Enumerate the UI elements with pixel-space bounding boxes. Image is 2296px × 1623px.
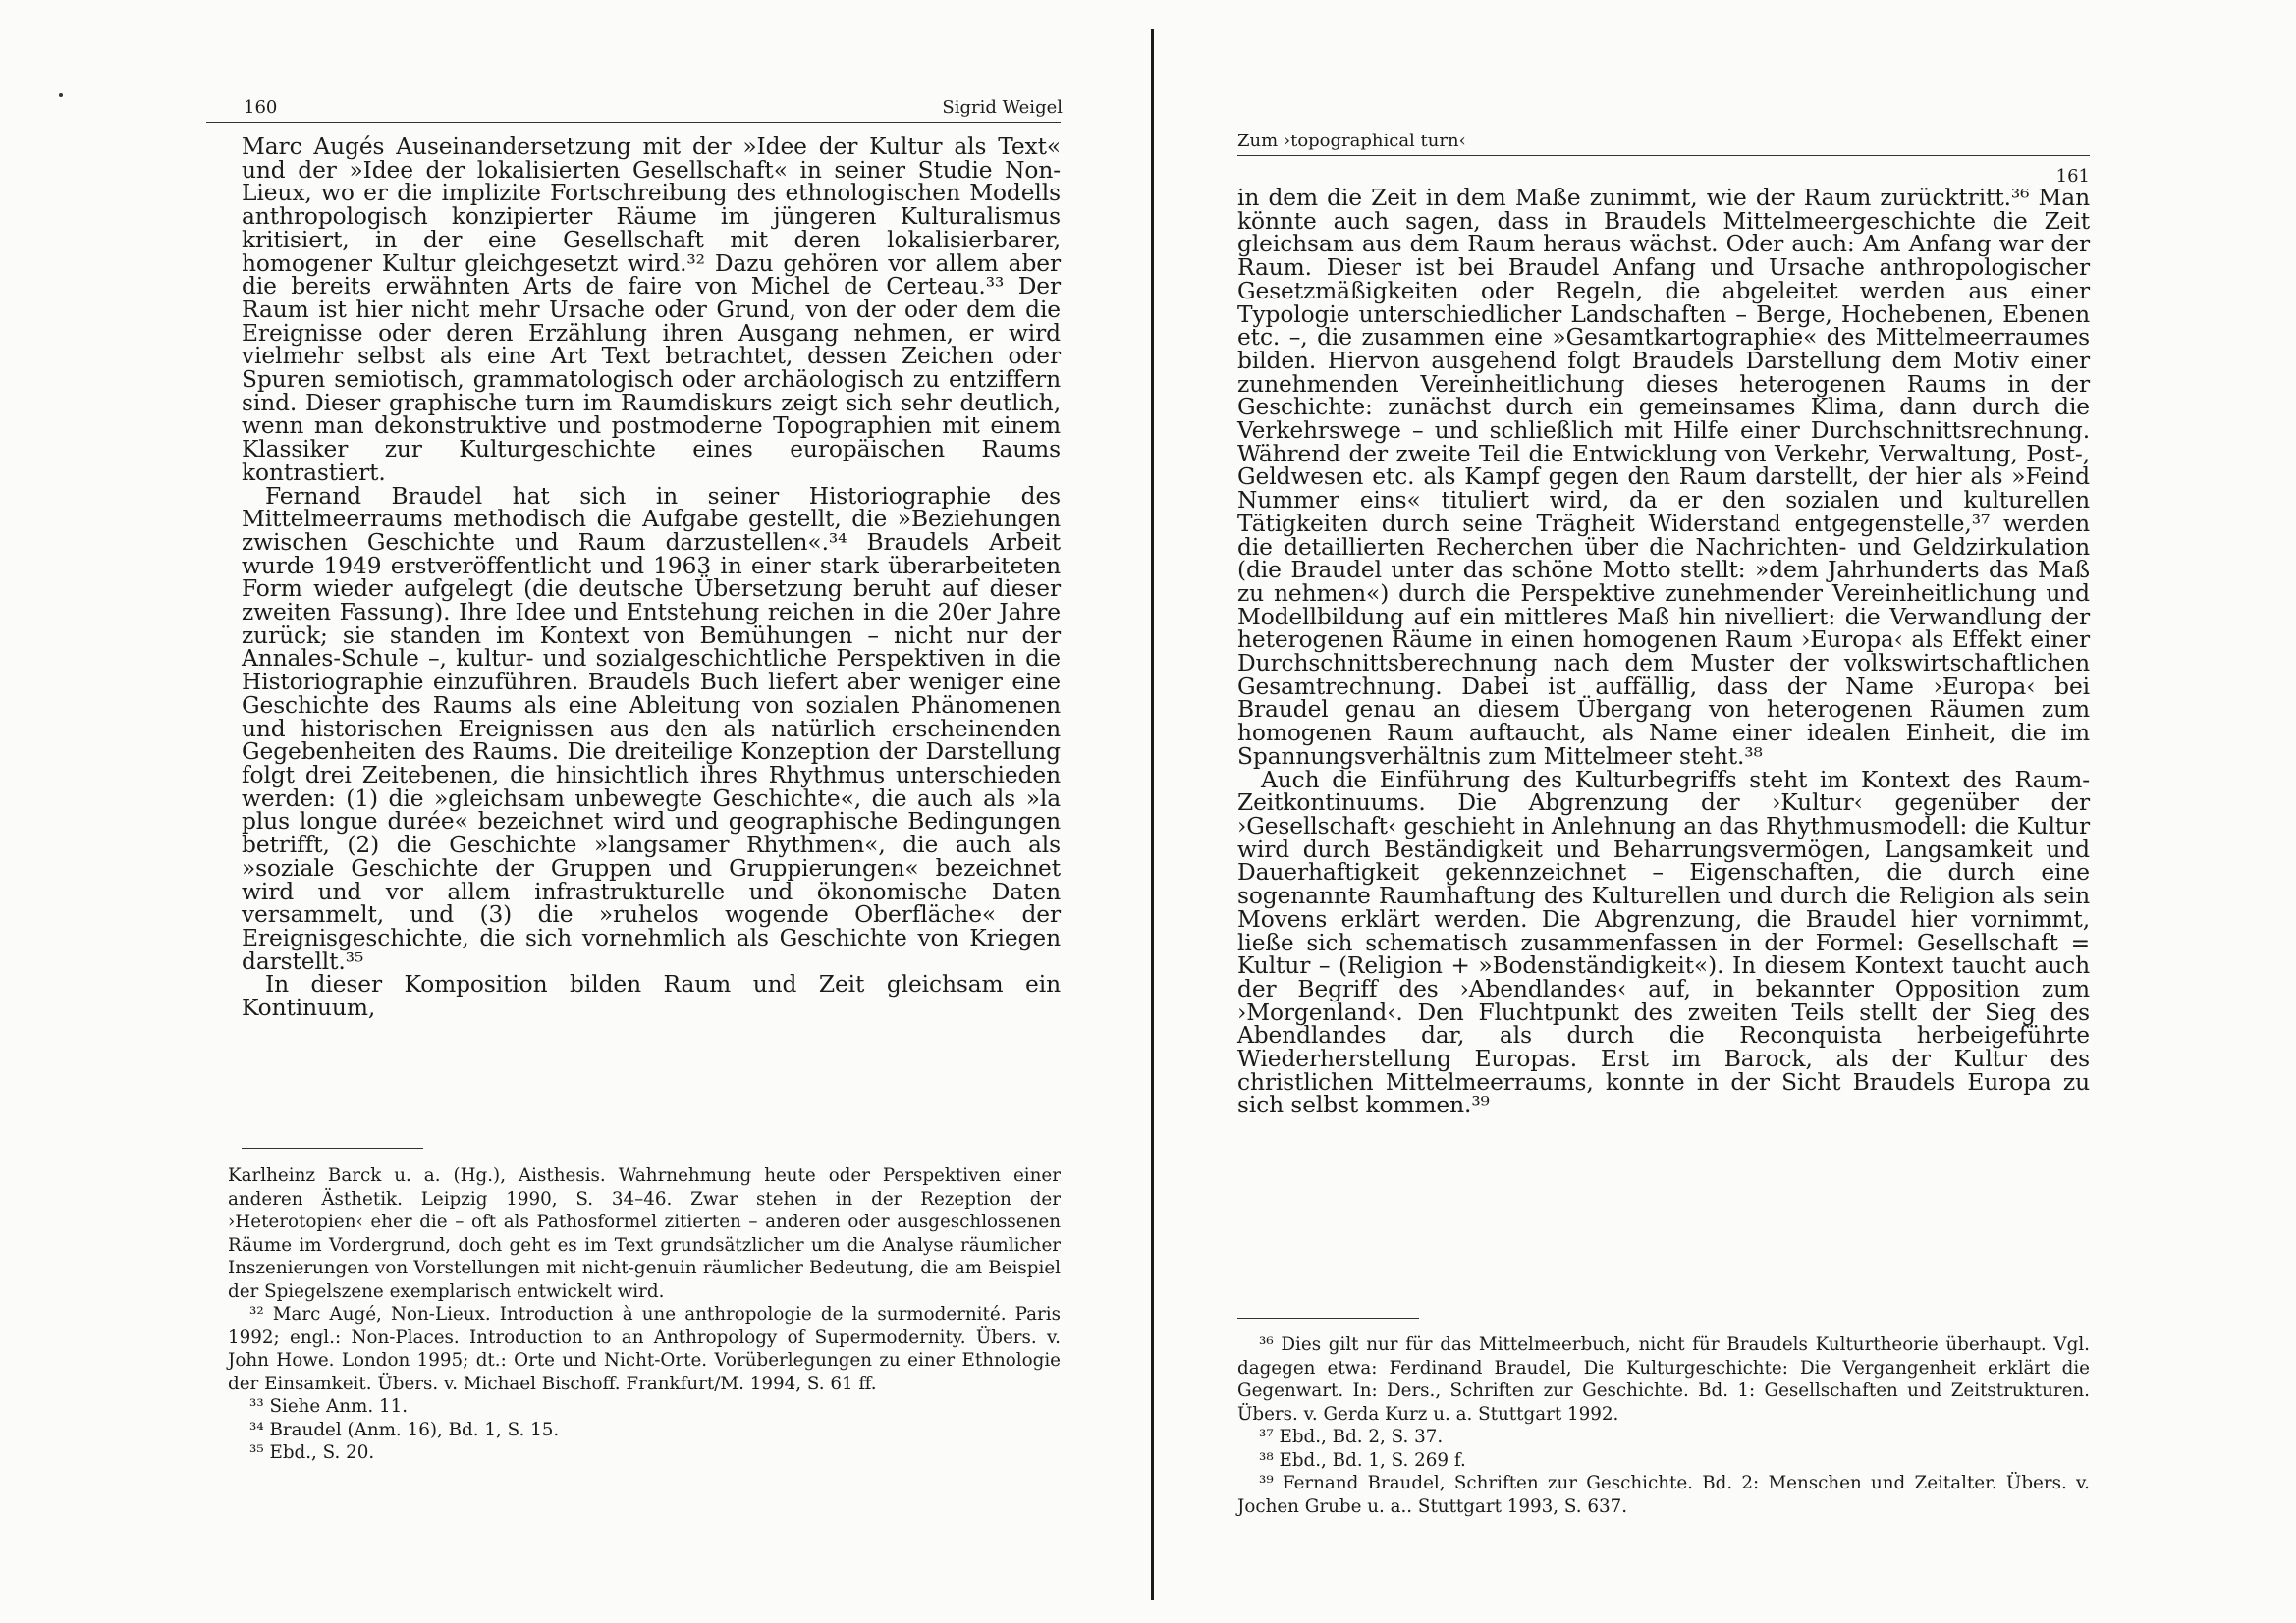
footnote: ³⁶ Dies gilt nur für das Mittelmeerbuch, nicht für Braudels Kulturtheorie überhaupt. Vgl. dagegen etwa: Ferdinand Braudel, Die Kulturgeschichte: Die Vergangenheit erklärt die Gegenwart. In: Ders., Schriften zur Geschichte. Bd. 1: Gesellschaften und Zeitstrukturen. Übers. v. Gerda Kurz u. a. Stuttgart 1992.	[1237, 1334, 2090, 1425]
footnote: ³⁹ Fernand Braudel, Schriften zur Geschichte. Bd. 2: Menschen und Zeitalter. Übers. v. Jochen Grube u. a.. Stuttgart 1993, S. 637.	[1237, 1473, 2090, 1517]
paragraph: Fernand Braudel hat sich in seiner Historiographie des Mittelmeerraums methodisch die Aufgabe gestellt, die »Beziehungen zwischen Geschichte und Raum darzustellen«.³⁴ Braudels Arbeit wurde 1949 erstveröffentlicht und 1963 in einer stark überarbeiteten Form wieder aufgelegt (die deutsche Übersetzung beruht auf dieser zweiten Fassung). Ihre Idee und Entstehung reichen in die 20er Jahre zurück; sie standen im Kontext von Bemühungen – nicht nur der Annales-Schule –, kultur- und sozialgeschichtliche Perspektiven in die Historiographie einzuführen. Braudels Buch liefert aber weniger eine Geschichte des Raums als eine Ableitung von sozialen Phänomenen und historischen Ereignissen aus den als natürlich erscheinenden Gegebenheiten des Raums. Die dreiteilige Konzeption der Darstellung folgt drei Zeitebenen, die hinsichtlich ihres Rhythmus unterschieden werden: (1) die »gleichsam unbewegte Geschichte«, die auch als »la plus longue durée« bezeichnet wird und geographische Bedingungen betrifft, (2) die Geschichte »langsamer Rhythmen«, die auch als »soziale Geschichte der Gruppen und Gruppierungen« bezeichnet wird und vor allem infrastrukturelle und ökonomische Daten versammelt, und (3) die »ruhelos wogende Oberfläche« der Ereignisgeschichte, die sich vornehmlich als Geschichte von Kriegen darstellt.³⁵	[242, 482, 1061, 975]
paragraph: In dieser Komposition bilden Raum und Zeit gleichsam ein Kontinuum,	[242, 971, 1061, 1022]
right-page-body	[1237, 187, 2090, 1117]
page-number: 161	[2055, 166, 2090, 187]
footnote: ³⁵ Ebd., S. 20.	[249, 1442, 375, 1463]
running-head: Sigrid Weigel	[942, 97, 1063, 118]
book-gutter	[1151, 29, 1154, 1600]
paragraph: Marc Augés Auseinandersetzung mit der »Idee der Kultur als Text« und der »Idee der lokalisierten Gesellschaft« in seiner Studie Non-Lieux, wo er die implizite Fortschreibung des ethnologischen Modells anthropologisch konzipierter Räume im jüngeren Kulturalismus kritisiert, in der eine Gesellschaft mit deren lokalisierbarer, homogener Kultur gleichgesetzt wird.³² Dazu gehören vor allem aber die bereits erwähnten Arts de faire von Michel de Certeau.³³ Der Raum ist hier nicht mehr Ursache oder Grund, von der oder dem die Ereignisse oder deren Erzählung ihren Ausgang nehmen, er wird vielmehr selbst als eine Art Text betrachtet, dessen Zeichen oder Spuren semiotisch, grammatologisch oder archäologisch zu entziffern sind. Dieser graphische turn im Raumdiskurs zeigt sich sehr deutlich, wenn man dekonstruktive und postmoderne Topographien mit einem Klassiker zur Kulturgeschichte eines europäischen Raums kontrastiert.	[242, 134, 1061, 486]
paragraph: Auch die Einführung des Kulturbegriffs steht im Kontext des Raum-Zeitkontinuums. Die Abgrenzung der ›Kultur‹ gegenüber der ›Gesellschaft‹ geschieht in Anlehnung an das Rhythmusmodell: die Kultur wird durch Beständigkeit und Beharrungsvermögen, Langsamkeit und Dauerhaftigkeit gekennzeichnet – Eigenschaften, die durch eine sogenannte Raumhaftung des Kulturellen und durch die Religion als sein Movens erklärt werden. Die Abgrenzung, die Braudel hier vornimmt, ließe sich schematisch zusammenfassen in der Formel: Gesellschaft = Kultur – (Religion + »Bodenständigkeit«). In diesem Kontext taucht auch der Begriff des ›Abendlandes‹ auf, in bekannter Opposition zum ›Morgenland‹. Den Fluchtpunkt des zweiten Teils stellt der Sieg des Abendlandes dar, als durch die Reconquista herbeigeführte Wiederherstellung Europas. Erst im Barock, als der Kultur des christlichen Mittelmeerraums, konnte in der Sicht Braudels Europa zu sich selbst kommen.³⁹	[1237, 766, 2090, 1119]
footnote: ³³ Siehe Anm. 11.	[249, 1396, 409, 1417]
right-page-header	[1237, 118, 2090, 187]
footnote: Karlheinz Barck u. a. (Hg.), Aisthesis. Wahrnehmung heute oder Perspektiven einer anderen Ästhetik. Leipzig 1990, S. 34–46. Zwar stehen in der Rezeption der ›Heterotopien‹ eher die – oft als Pathosformel zitierten – anderen oder ausgeschlossenen Räume im Vordergrund, doch geht es im Text grundsätzlicher um die Analyse räumlicher Inszenierungen von Vorstellungen mit nicht-genuin räumlicher Bedeutung, die am Beispiel der Spiegelszene exemplarisch entwickelt wird.	[228, 1165, 1061, 1302]
left-footnotes	[228, 1164, 1061, 1465]
paragraph: in dem die Zeit in dem Maße zunimmt, wie der Raum zurücktritt.³⁶ Man könnte auch sagen, dass in Braudels Mittelmeergeschichte die Zeit gleichsam aus dem Raum heraus wächst. Oder auch: Am Anfang war der Raum. Dieser ist bei Braudel Anfang und Ursache anthropologischer Gesetzmäßigkeiten oder Regeln, die abgeleitet werden aus einer Typologie unterschiedlicher Landschaften – Berge, Hochebenen, Ebenen etc. –, die zusammen eine »Gesamtkartographie« des Mittelmeerraumes bilden. Hiervon ausgehend folgt Braudels Darstellung dem Motiv einer zunehmenden Vereinheitlichung dieses heterogenen Raums in der Geschichte: zunächst durch ein gemeinsames Klima, dann durch die Verkehrswege – und schließlich mit Hilfe einer Durchschnittsrechnung. Während der zweite Teil die Entwicklung von Verkehr, Verwaltung, Post-, Geldwesen etc. als Kampf gegen den Raum darstellt, der hier als »Feind Nummer eins« tituliert wird, da er den sozialen und kulturellen Tätigkeiten durch seine Trägheit Widerstand entgegenstelle,³⁷ werden die detaillierten Recherchen über die Nachrichten- und Geldzirkulation (die Braudel unter das schöne Motto stellt: »dem Jahrhunderts das Maß zu nehmen«) durch die Perspektive zunehmender Vereinheitlichung und Modellbildung auf ein mittleres Maß hin nivelliert: die Verwandlung der heterogenen Räume in einen homogenen Raum ›Europa‹ als Effekt einer Durchschnittsberechnung nach dem Muster der volkswirtschaftlichen Gesamtrechnung. Dabei ist auffällig, dass der Name ›Europa‹ bei Braudel genau an diesem Übergang von heterogenen Räumen zum homogenen Raum auftaucht, als Name einer idealen Einheit, die im Spannungsverhältnis zum Mittelmeer steht.³⁸	[1237, 185, 2090, 770]
footnote-rule	[1237, 1318, 1419, 1319]
scan-speck	[59, 93, 63, 97]
left-page-body	[242, 135, 1061, 1020]
footnote: ³⁷ Ebd., Bd. 2, S. 37.	[1259, 1427, 1444, 1447]
footnote: ³² Marc Augé, Non-Lieux. Introduction à une anthropologie de la surmodernité. Paris 1992; engl.: Non-Places. Introduction to an Anthropology of Supermodernity. Übers. v. John Howe. London 1995; dt.: Orte und Nicht-Orte. Vorüberlegungen zu einer Ethnologie der Einsamkeit. Übers. v. Michael Bischoff. Frankfurt/M. 1994, S. 61 ff.	[228, 1304, 1061, 1394]
running-head: Zum ›topographical turn‹	[1237, 131, 1466, 151]
left-page-header	[206, 84, 1061, 123]
right-footnotes	[1237, 1333, 2090, 1518]
page-number: 160	[244, 97, 278, 118]
footnote-rule	[242, 1148, 423, 1149]
footnote: ³⁴ Braudel (Anm. 16), Bd. 1, S. 15.	[249, 1419, 560, 1440]
footnote: ³⁸ Ebd., Bd. 1, S. 269 f.	[1259, 1449, 1466, 1471]
